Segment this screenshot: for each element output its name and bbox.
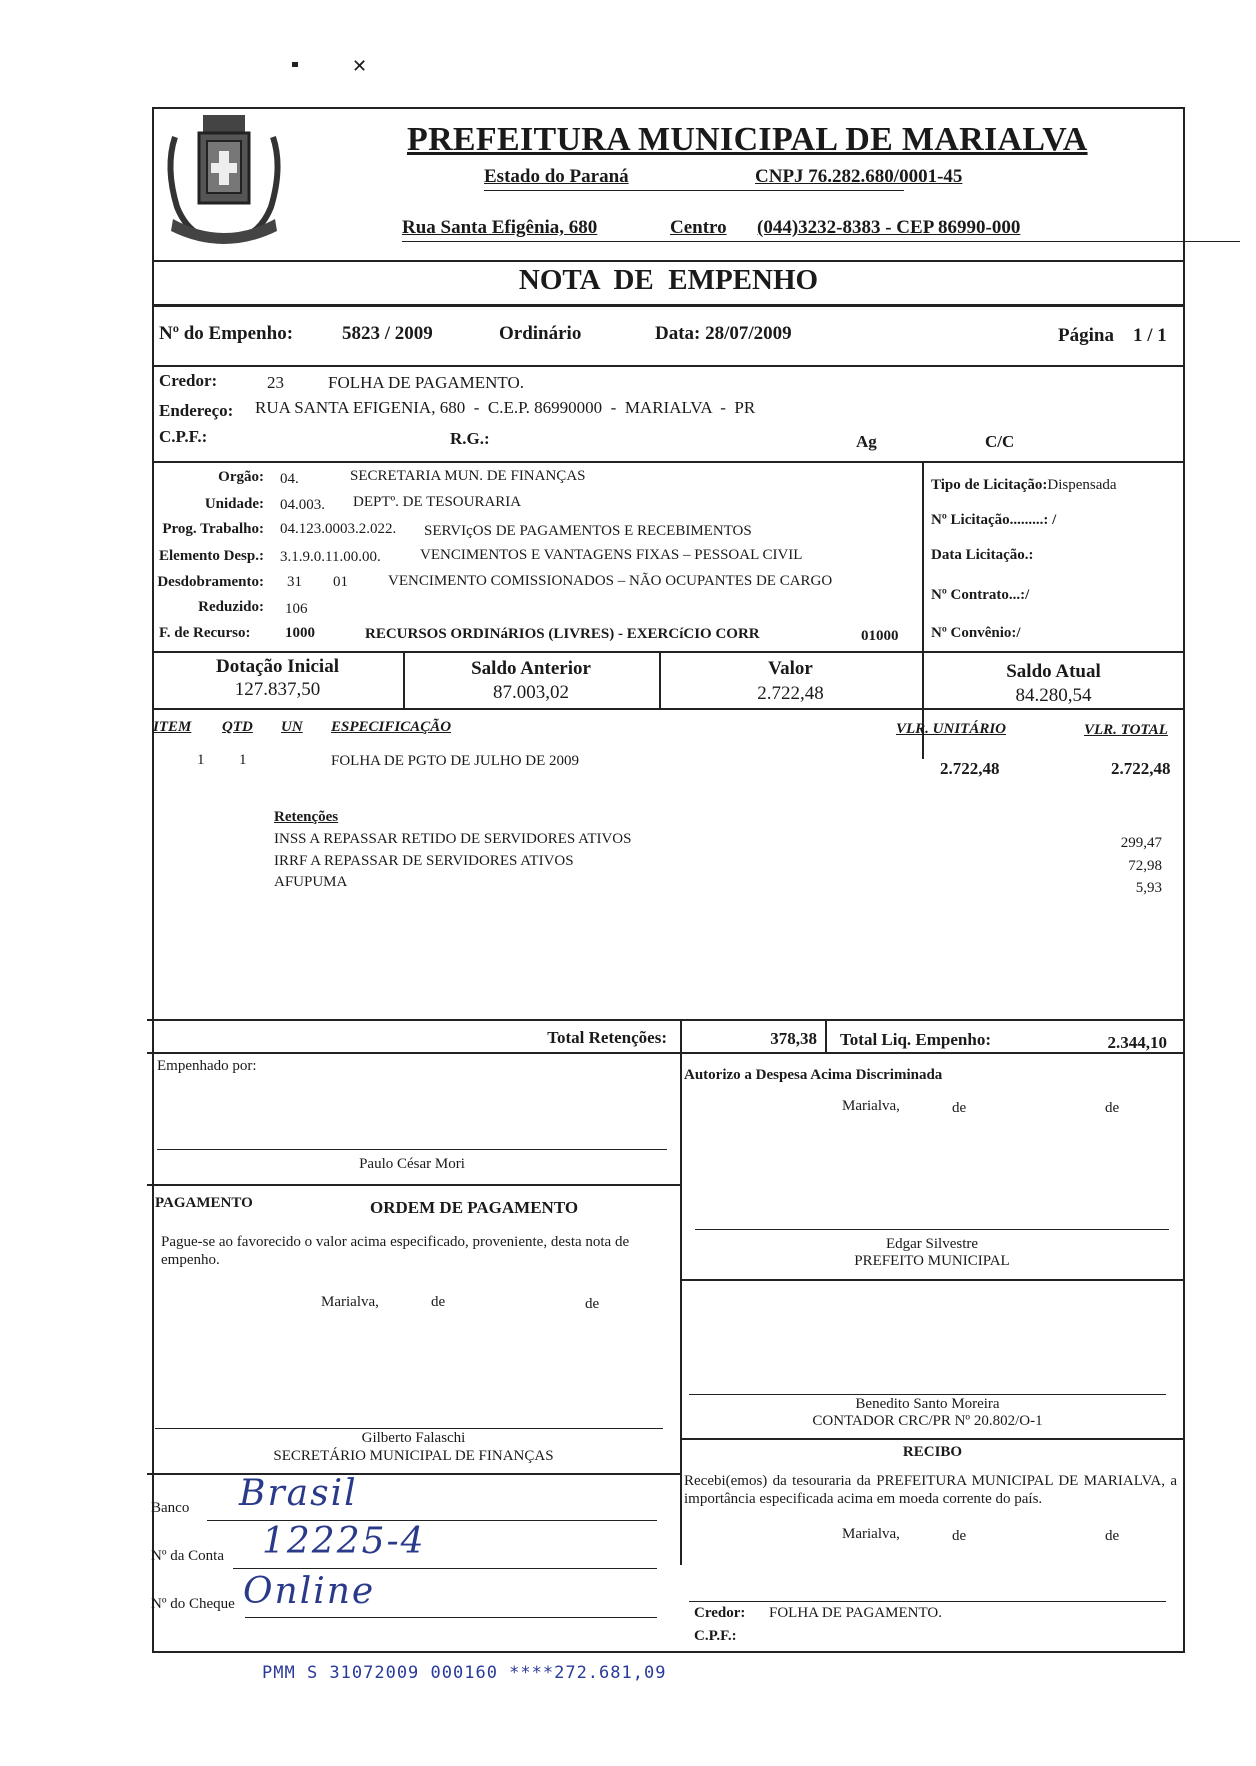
unidade-name: DEPTº. DE TESOURARIA	[353, 494, 522, 510]
cheque-label: Nº do Cheque	[151, 1596, 235, 1612]
prog-code: 04.123.0003.2.022.	[280, 521, 397, 537]
saldo-anterior-label: Saldo Anterior	[471, 658, 591, 679]
recibo-place: Marialva,	[842, 1526, 900, 1542]
elem-name: VENCIMENTOS E VANTAGENS FIXAS – PESSOAL CIVIL	[420, 547, 803, 563]
credor-label: Credor:	[159, 371, 218, 390]
total-retencoes-value: 378,38	[770, 1029, 817, 1048]
autorizo-title: Autorizo a Despesa Acima Discriminada	[684, 1067, 943, 1083]
coat-of-arms-icon	[155, 107, 293, 257]
empenho-num-label: Nº do Empenho:	[159, 323, 294, 344]
secretario-name: Gilberto Falaschi	[361, 1430, 466, 1446]
item-unit-value: 2.722,48	[940, 759, 1000, 778]
item-spec: FOLHA DE PGTO DE JULHO DE 2009	[331, 753, 580, 769]
pagamento-de2: de	[585, 1296, 600, 1312]
reduzido-value: 106	[285, 601, 308, 617]
header-state: Estado do Paraná	[484, 166, 629, 187]
retencoes-title: Retenções	[274, 809, 339, 825]
total-retencoes-label: Total Retenções:	[547, 1028, 667, 1047]
saldo-atual-value: 84.280,54	[1015, 685, 1092, 706]
empenho-type: Ordinário	[499, 323, 582, 344]
banco-handwritten: Brasil	[239, 1473, 358, 1514]
autorizo-place: Marialva,	[842, 1098, 900, 1114]
col-item: ITEM	[153, 719, 192, 735]
col-unit: VLR. UNITÁRIO	[896, 721, 1007, 737]
address-label: Endereço:	[159, 401, 234, 420]
desd-code1: 31	[287, 574, 302, 590]
unidade-label: Unidade:	[204, 496, 264, 512]
empenhado-name: Paulo César Mori	[359, 1156, 465, 1172]
valor-label: Valor	[768, 658, 813, 679]
retencao-label: AFUPUMA	[274, 874, 348, 890]
page-label: Página	[1058, 325, 1114, 346]
pagamento-place: Marialva,	[321, 1294, 379, 1310]
licitacao-convenio: Nº Convênio:/	[931, 625, 1021, 641]
elem-code: 3.1.9.0.11.00.00.	[280, 549, 381, 565]
cheque-handwritten: Online	[243, 1571, 376, 1612]
ordem-pagamento-title: ORDEM DE PAGAMENTO	[370, 1198, 579, 1217]
recibo-cpf-label: C.P.F.:	[694, 1628, 737, 1644]
retencao-value: 72,98	[1128, 858, 1162, 874]
recibo-de1: de	[952, 1528, 967, 1544]
col-un: UN	[281, 719, 303, 735]
recurso-name: RECURSOS ORDINáRIOS (LIVRES) - EXERCíCIO CORR	[365, 626, 760, 642]
recibo-de2: de	[1105, 1528, 1120, 1544]
valor-value: 2.722,48	[757, 683, 824, 704]
credor-name: FOLHA DE PAGAMENTO.	[328, 373, 524, 392]
secretario-role: SECRETÁRIO MUNICIPAL DE FINANÇAS	[273, 1448, 554, 1464]
licitacao-data: Data Licitação.:	[931, 547, 1034, 563]
contador-name: Benedito Santo Moreira	[855, 1396, 1000, 1412]
orgao-name: SECRETARIA MUN. DE FINANÇAS	[350, 468, 586, 484]
empenhado-label: Empenhado por:	[157, 1058, 257, 1074]
item-total-value: 2.722,48	[1111, 759, 1171, 778]
empenho-num: 5823 / 2009	[342, 323, 433, 344]
saldo-atual-label: Saldo Atual	[1006, 661, 1101, 682]
elem-label: Elemento Desp.:	[159, 548, 264, 564]
reduzido-label: Reduzido:	[198, 599, 264, 615]
prog-label: Prog. Trabalho:	[162, 521, 264, 537]
retencao-label: INSS A REPASSAR RETIDO DE SERVIDORES ATIVOS	[274, 831, 632, 847]
payment-stamp: PMM S 31072009 000160 ****272.681,09	[262, 1663, 667, 1683]
header-title: PREFEITURA MUNICIPAL DE MARIALVA	[407, 121, 1088, 158]
conta-handwritten: 12225-4	[262, 1521, 426, 1562]
scan-mark	[292, 62, 298, 67]
header-phone-cep: (044)3232-8383 - CEP 86990-000	[757, 217, 1021, 238]
unidade-code: 04.003.	[280, 497, 325, 513]
empenho-date: Data: 28/07/2009	[655, 323, 792, 344]
recibo-title: RECIBO	[902, 1444, 963, 1460]
autorizo-de2: de	[1105, 1100, 1120, 1116]
scan-mark: ✕	[352, 56, 368, 76]
prog-name: SERVIçOS DE PAGAMENTOS E RECEBIMENTOS	[424, 523, 752, 539]
pagamento-label: PAGAMENTO	[155, 1195, 253, 1211]
contador-role: CONTADOR CRC/PR Nº 20.802/O-1	[812, 1413, 1043, 1429]
prefeito-name: Edgar Silvestre	[885, 1236, 979, 1252]
pagamento-de1: de	[431, 1294, 446, 1310]
recibo-credor-name: FOLHA DE PAGAMENTO.	[769, 1605, 942, 1621]
licitacao-num: Nº Licitação.........: /	[931, 512, 1057, 528]
credor-code: 23	[267, 373, 284, 392]
banco-label: Banco	[151, 1500, 190, 1516]
autorizo-de1: de	[952, 1100, 967, 1116]
item-num: 1	[197, 752, 205, 768]
desd-code2: 01	[333, 574, 348, 590]
nota-de-empenho-form	[147, 107, 1187, 1655]
recibo-credor-label: Credor:	[694, 1605, 746, 1621]
credor-address: RUA SANTA EFIGENIA, 680 - C.E.P. 86990000 - MARIALVA - PR	[255, 398, 756, 417]
orgao-code: 04.	[280, 471, 299, 487]
recibo-text: Recebi(emos) da tesouraria da PREFEITURA MUNICIPAL DE MARIALVA, a importância especificada acima em moeda corrente do país.	[684, 1473, 1177, 1507]
licitacao-tipo-label: Tipo de Licitação:	[931, 477, 1048, 493]
licitacao-tipo-value: Dispensada	[1047, 477, 1117, 493]
recurso-label: F. de Recurso:	[159, 625, 251, 641]
licitacao-tipo	[931, 477, 1117, 494]
retencao-value: 299,47	[1120, 835, 1162, 851]
header-district: Centro	[670, 217, 727, 238]
ag-label: Ag	[856, 432, 877, 451]
rg-label: R.G.:	[450, 429, 490, 448]
item-qtd: 1	[239, 752, 247, 768]
orgao-label: Orgão:	[218, 469, 264, 485]
retencao-label: IRRF A REPASSAR DE SERVIDORES ATIVOS	[274, 853, 574, 869]
col-total: VLR. TOTAL	[1084, 722, 1168, 738]
col-qtd: QTD	[222, 719, 253, 735]
dotacao-label: Dotação Inicial	[216, 656, 339, 677]
recurso-code: 1000	[285, 625, 315, 641]
desd-name: VENCIMENTO COMISSIONADOS – NÃO OCUPANTES DE CARGO	[388, 573, 833, 589]
header-address: Rua Santa Efigênia, 680	[402, 217, 598, 238]
col-spec: ESPECIFICAÇÃO	[331, 719, 452, 735]
pagamento-text: Pague-se ao favorecido o valor acima especificado, proveniente, desta nota de empenho.	[161, 1234, 630, 1268]
retencao-value: 5,93	[1135, 880, 1162, 896]
dotacao-value: 127.837,50	[234, 679, 321, 700]
total-liq-label: Total Liq. Empenho:	[840, 1030, 991, 1049]
desd-label: Desdobramento:	[157, 574, 264, 590]
conta-label: Nº da Conta	[151, 1548, 224, 1564]
saldo-anterior-value: 87.003,02	[493, 682, 569, 703]
prefeito-role: PREFEITO MUNICIPAL	[854, 1253, 1010, 1269]
recurso-code2: 01000	[861, 628, 899, 644]
licitacao-contrato: Nº Contrato...:/	[931, 587, 1030, 603]
total-liq-value: 2.344,10	[1107, 1033, 1167, 1052]
page-number: 1 / 1	[1133, 325, 1167, 346]
header-cnpj: CNPJ 76.282.680/0001-45	[755, 166, 963, 187]
cpf-label: C.P.F.:	[159, 427, 208, 446]
cc-label: C/C	[985, 432, 1015, 451]
doc-title: NOTA DE EMPENHO	[518, 264, 819, 296]
